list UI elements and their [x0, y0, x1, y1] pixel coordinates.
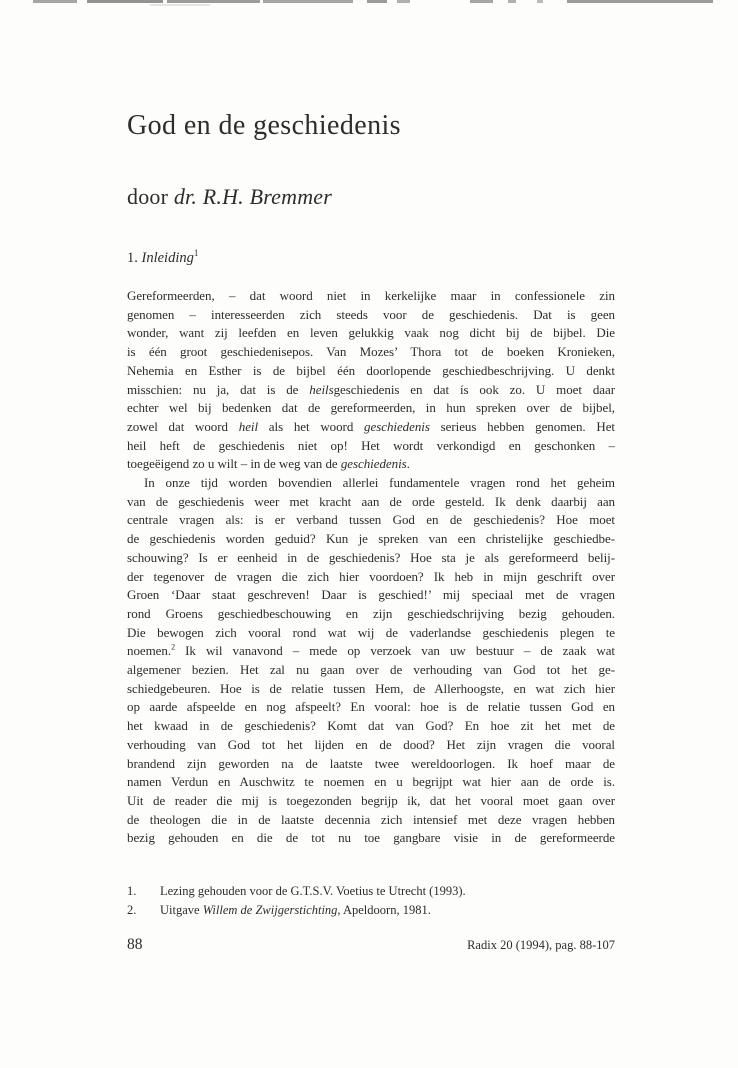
page-footer [127, 936, 615, 954]
text-line: van de geschiedenis weer met kracht aan de orde gesteld. Ik denk daarbij aan [127, 493, 615, 509]
text-line: op aarde afspeelde en nog afspeelt? En vooral: hoe is de relatie tussen God en [127, 699, 615, 715]
footnote-reference: 1 [193, 248, 199, 259]
text-line: Uit de reader die mij is toegezonden begrijp ik, dat het vooral moet gaan over [127, 792, 615, 808]
footnote-number: 1. [127, 884, 137, 898]
footnote [127, 882, 615, 901]
text-line: echter wel bij bedenken dat de gereformeerden, in hun spreken over de bijbel, [127, 400, 615, 416]
text-line: In onze tijd worden bovendien allerlei fundamentele vragen rond het geheim [144, 475, 615, 491]
page-number: 88 [127, 936, 143, 953]
text-line: Groen ‘Daar staat geschreven! Daar is geschied!’ mij speciaal met de vragen [127, 587, 615, 603]
byline [127, 184, 332, 210]
text-line: centrale vragen als: is er verband tussen God en de geschiedenis? Hoe moet [127, 512, 615, 528]
article-body [127, 287, 615, 848]
text-line: Gereformeerden, – dat woord niet in kerkelijke maar in confessionele zin [127, 288, 615, 303]
footnote-text: Lezing gehouden voor de G.T.S.V. Voetius te Utrecht (1993). [160, 884, 466, 898]
text-line: algemener bezien. Het zal nu gaan over de verhouding van God tot het ge- [127, 662, 615, 678]
journal-reference: Radix 20 (1994), pag. 88-107 [467, 938, 615, 952]
text-line: de geschiedenis worden geduid? Kun je spreken van een christelijke geschiedbe- [127, 531, 615, 547]
footnote-text: Uitgave Willem de Zwijgerstichting, Apeldoorn, 1981. [160, 903, 431, 917]
text-line: schiedgebeuren. Hoe is de relatie tussen Hem, de Allerhoogste, en wat zich hier [127, 680, 615, 696]
footnotes [127, 882, 615, 920]
text-line: noemen.$^2$ Ik wil vanavond – mede op verzoek van uw bestuur – de zaak wat [127, 643, 615, 659]
text-line: der tegenover de vragen die zich hier voordoen? Ik heb in mijn geschrift over [127, 568, 615, 584]
text-line: rond Groens geschiedbeschouwing en zijn geschiedschrijving bezig gehouden. [127, 605, 615, 621]
section-number: 1. [127, 250, 142, 266]
footnote-number: 2. [127, 903, 137, 917]
text-line: Die bewogen zich vooral rond wat wij de vaderlandse geschiedenis plegen te [127, 624, 615, 640]
text-line: misschien: nu ja, dat is de heilsgeschiedenis en dat ís ook zo. U moet daar [127, 381, 615, 397]
text-line: namen Verdun en Auschwitz te noemen en u begrijpt wat hier aan de orde is. [127, 774, 615, 790]
footnote [127, 901, 615, 920]
text-line: schouwing? Is er eenheid in de geschiedenis? Hoe sta je als gereformeerd belij- [127, 549, 615, 565]
text-line: verhouding van God tot het lijden en de dood? Het zijn vragen die vooral [127, 736, 615, 752]
article-title: God en de geschiedenis [127, 110, 401, 141]
text-line: bezig gehouden en die de tot nu toe gangbare visie in de gereformeerde [127, 830, 615, 846]
text-line: Nehemia en Esther is de bijbel één doorlopende geschiedbeschrijving. U denkt [127, 362, 615, 378]
byline-prefix: door [127, 184, 174, 209]
text-line: de theologen die in de laatste decennia zich intensief met deze vragen hebben [127, 811, 615, 827]
text-line: zowel dat woord heil als het woord geschiedenis serieus hebben genomen. Het [127, 418, 615, 434]
text-line: heil heft de geschiedenis niet op! Het wordt verkondigd en geschonken – [127, 437, 615, 453]
text-line: het kwaad in de geschiedenis? Komt dat van God? En hoe zit het met de [127, 718, 615, 734]
text-line: is één groot geschiedenisepos. Van Mozes’ Thora tot de boeken Kronieken, [127, 344, 615, 360]
section-heading [127, 250, 198, 267]
section-title: Inleiding [141, 250, 194, 266]
text-line: brandend zijn geworden na de laatste twee wereldoorlogen. Ik hoef maar de [127, 755, 615, 771]
text-line: wonder, want zij leefden en leven gelukkig vaak nog dicht bij de bijbel. Die [127, 325, 615, 341]
byline-author: dr. R.H. Bremmer [173, 184, 333, 209]
text-line: genomen – interesseerden zich steeds voor de geschiedenis. Dat is geen [127, 306, 615, 322]
text-line: toegeëigend zo u wilt – in de weg van de geschiedenis. [127, 456, 410, 472]
